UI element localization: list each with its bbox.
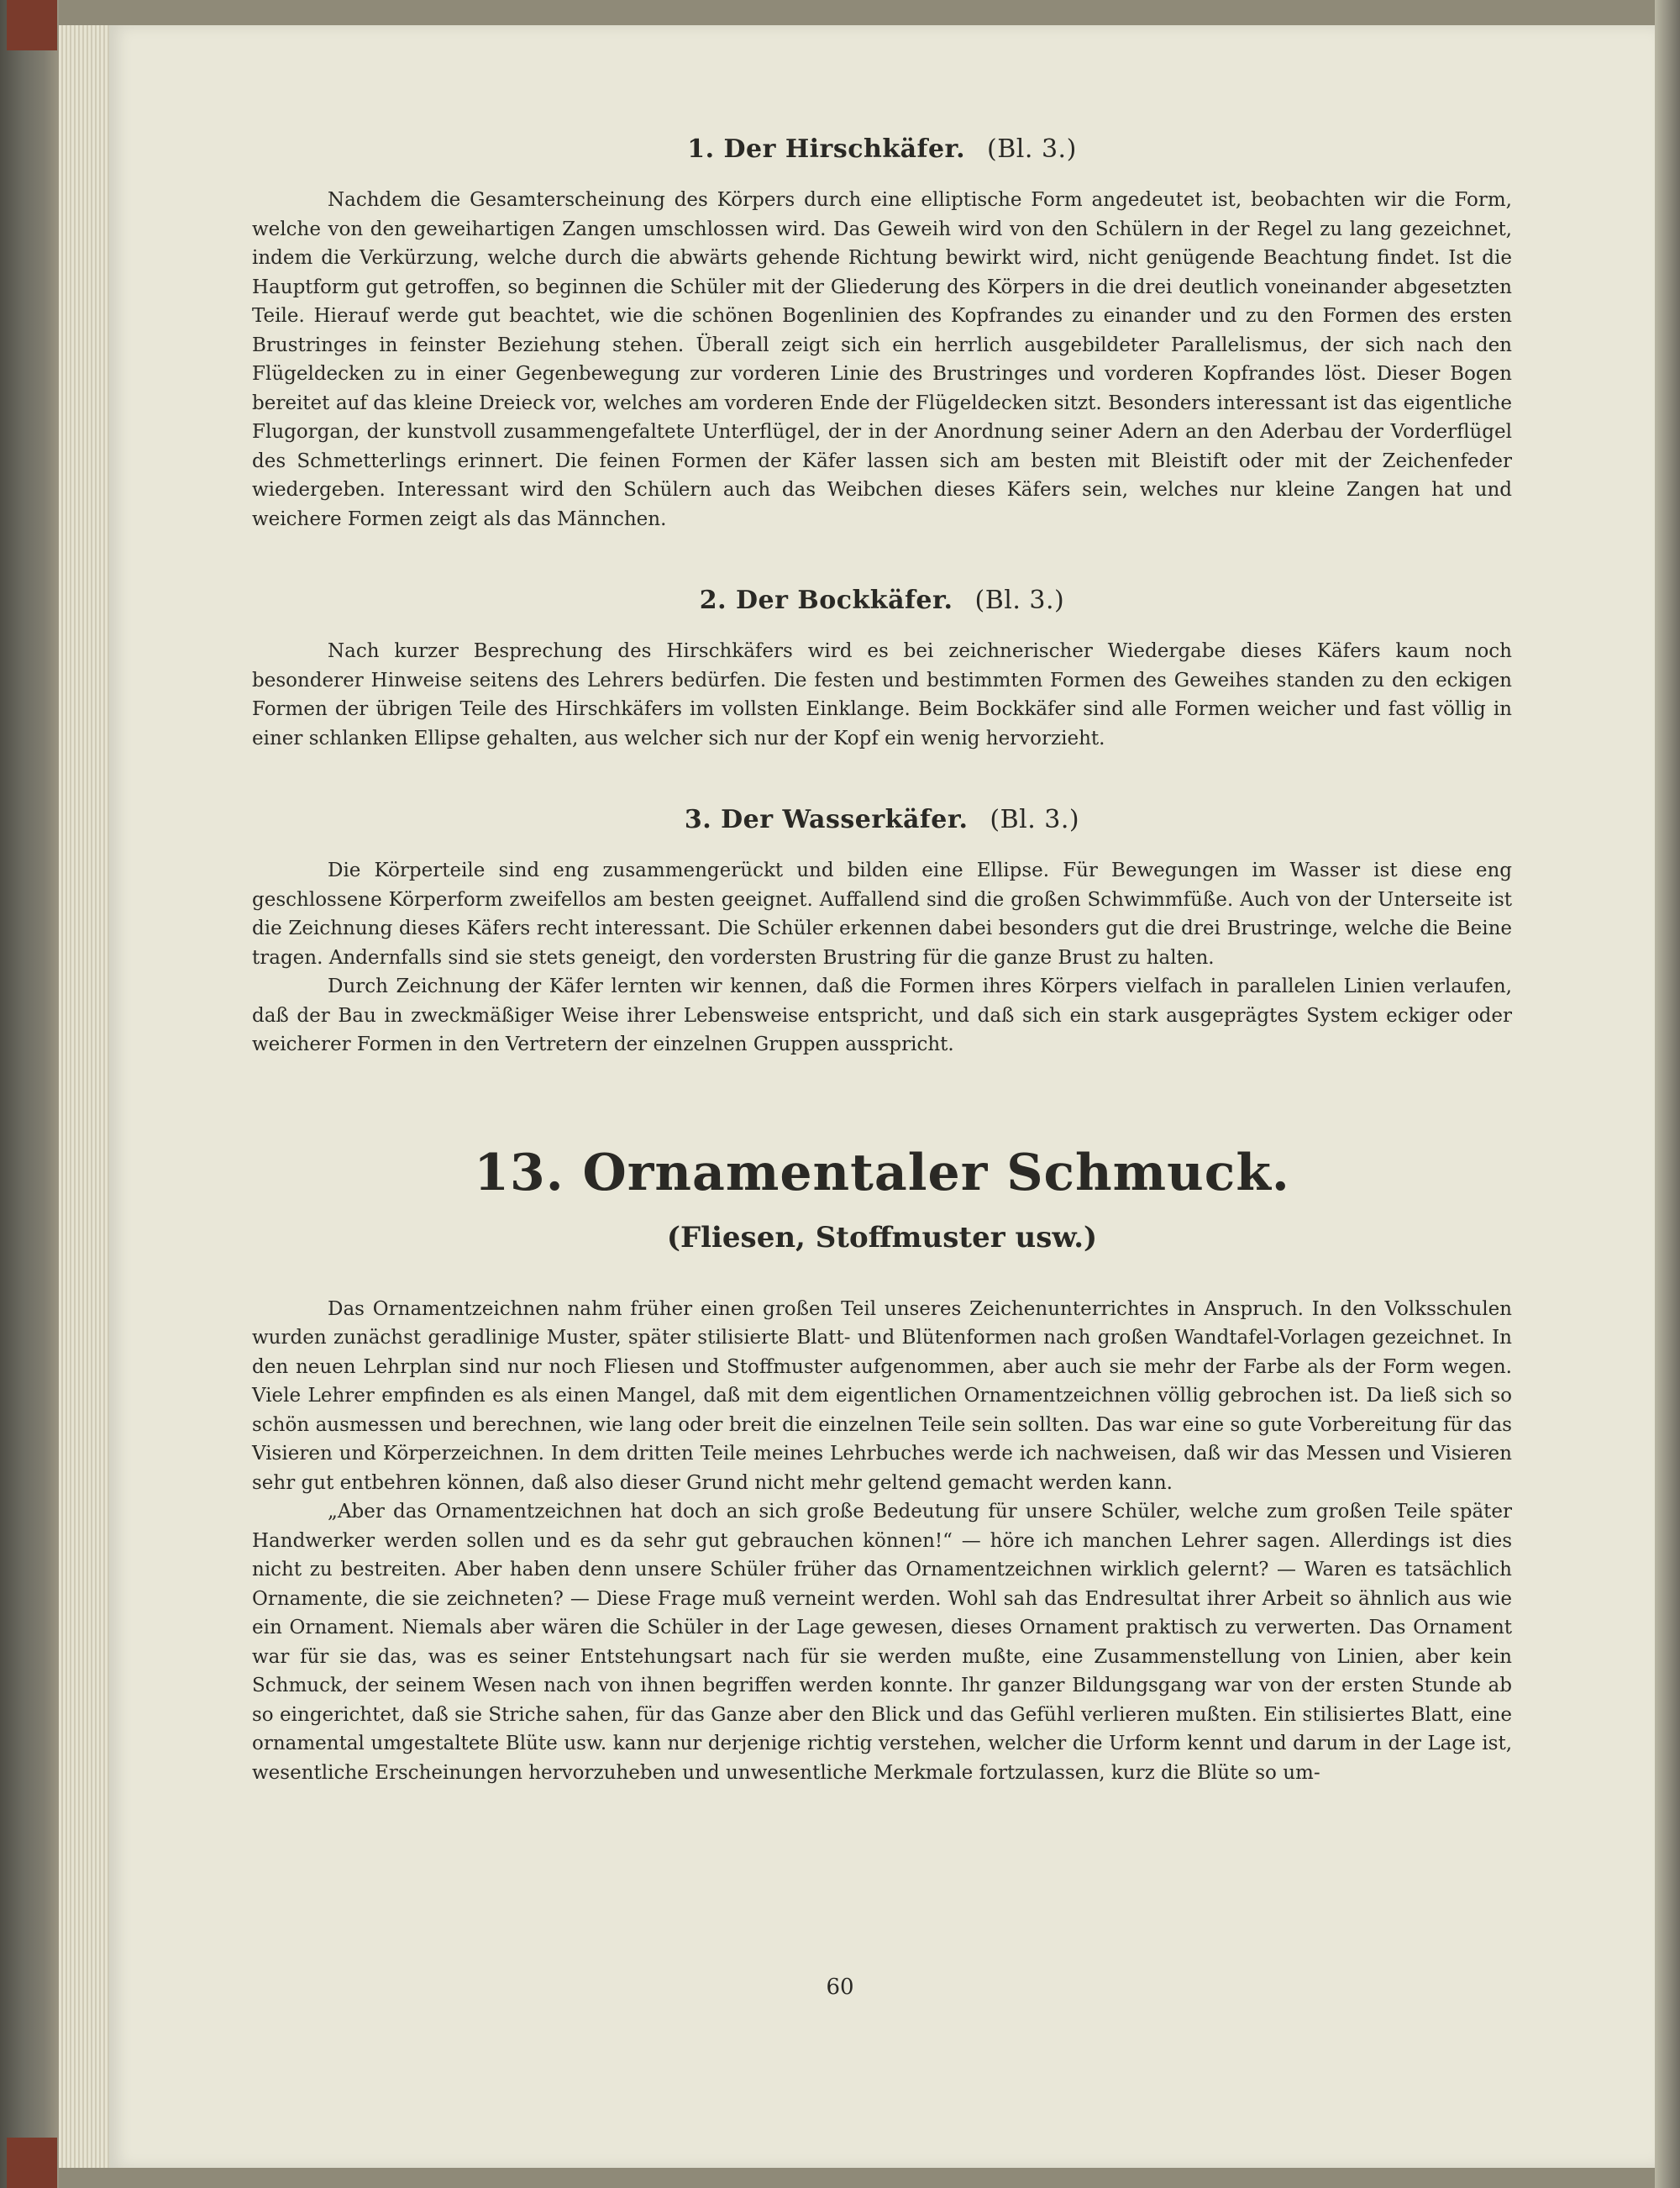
chapter-title: 13. Ornamentaler Schmuck. bbox=[474, 1143, 1290, 1202]
section-heading bbox=[252, 805, 1512, 834]
plate-reference: (Bl. 3.) bbox=[987, 134, 1077, 164]
plate-reference: (Bl. 3.) bbox=[974, 586, 1065, 615]
scanner-background-right bbox=[1655, 0, 1680, 2188]
section-title: 1. Der Hirschkäfer. bbox=[687, 134, 966, 164]
page-content bbox=[252, 134, 1512, 1787]
section-heading bbox=[252, 586, 1512, 615]
chapter-body bbox=[252, 1295, 1512, 1788]
book-cover-corner-bottom bbox=[7, 2138, 57, 2188]
chapter-subtitle: (Fliesen, Stoffmuster usw.) bbox=[666, 1220, 1098, 1254]
section-heading bbox=[252, 134, 1512, 164]
paragraph: Das Ornamentzeichnen nahm früher einen großen Teil unseres Zeichenunterrichtes in Anspruch. In den Volksschulen wurden zunächst geradlinige Muster, später stilisierte Blatt- und Blütenformen nach großen Wandtafel-Vorlagen gezeichnet. In den neuen Lehrplan sind nur noch Fliesen und Stoffmuster aufgenommen, aber auch sie mehr der Farbe als der Form wegen. Viele Lehrer empfinden es als einen Mangel, daß mit dem eigentlichen Ornamentzeichnen völlig gebrochen ist. Da ließ sich so schön ausmessen und berechnen, wie lang oder breit die einzelnen Teile sein sollten. Das war eine so gute Vorbereitung für das Visieren und Körperzeichnen. In dem dritten Teile meines Lehrbuches werde ich nachweisen, daß wir das Messen und Visieren sehr gut entbehren können, daß also dieser Grund nicht mehr geltend gemacht werden kann. bbox=[252, 1297, 1512, 1494]
paragraph: Die Körperteile sind eng zusammengerückt und bilden eine Ellipse. Für Bewegungen im Wasser ist diese eng geschlossene Körperform zweifellos am besten geeignet. Auffallend sind die großen Schwimmfüße. Auch von der Unterseite ist die Zeichnung dieses Käfers recht interessant. Die Schüler erkennen dabei besonders gut die drei Brustringe, welche die Beine tragen. Andernfalls sind sie stets geneigt, den vordersten Brustring für die ganze Brust zu halten. bbox=[252, 860, 1512, 969]
paragraph: Nach kurzer Besprechung des Hirschkäfers wird es bei zeichnerischer Wiedergabe dieses Käfers kaum noch besonderer Hinweise seitens des Lehrers bedürfen. Die festen und bestimmten Formen des Geweihes standen zu den eckigen Formen der übrigen Teile des Hirschkäfers im vollsten Einklange. Beim Bockkäfer sind alle Formen weicher und fast völlig in einer schlanken Ellipse gehalten, aus welcher sich nur der Kopf ein wenig hervorzieht. bbox=[252, 640, 1512, 749]
page-edges bbox=[59, 25, 109, 2168]
paragraph: Durch Zeichnung der Käfer lernten wir kennen, daß die Formen ihres Körpers vielfach in parallelen Linien verlaufen, daß der Bau in zweckmäßiger Weise ihrer Lebensweise entspricht, und daß sich ein stark ausgeprägtes System eckiger oder weicherer Formen in den Vertretern der einzelnen Gruppen ausspricht. bbox=[252, 976, 1512, 1055]
paragraph: „Aber das Ornamentzeichnen hat doch an sich große Bedeutung für unsere Schüler, welche zum großen Teile später Handwerker werden sollen und es da sehr gut gebrauchen können!“ — höre ich manchen Lehrer sagen. Allerdings ist dies nicht zu bestreiten. Aber haben denn unsere Schüler früher das Ornamentzeichnen wirklich gelernt? — Waren es tatsächlich Ornamente, die sie zeichneten? — Diese Frage muß verneint werden. Wohl sah das Endresultat ihrer Arbeit so ähnlich aus wie ein Ornament. Niemals aber wären die Schüler in der Lage gewesen, dieses Ornament praktisch zu verwerten. Das Ornament war für sie das, was es seiner Entstehungsart nach für sie werden mußte, eine Zusammenstellung von Linien, aber kein Schmuck, der seinem Wesen nach von ihnen begriffen werden konnte. Ihr ganzer Bildungsgang war von der ersten Stunde ab so eingerichtet, daß sie Striche sahen, für das Ganze aber den Blick und das Gefühl verlieren mußten. Ein stilisiertes Blatt, eine ornamental umgestaltete Blüte usw. kann nur derjenige richtig verstehen, welcher die Urform kennt und darum in der Lage ist, wesentliche Erscheinungen hervorzuheben und unwesentliche Merkmale fortzulassen, kurz die Blüte so um- bbox=[252, 1501, 1512, 1784]
section-wasserkaefer bbox=[252, 805, 1512, 1060]
scanner-background-left bbox=[0, 0, 59, 2188]
section-hirschkaefer bbox=[252, 134, 1512, 534]
paragraph: Nachdem die Gesamterscheinung des Körpers durch eine elliptische Form angedeutet ist, beobachten wir die Form, welche von den geweihartigen Zangen umschlossen wird. Das Geweih wird von den Schülern in der Regel zu lang gezeichnet, indem die Verkürzung, welche durch die abwärts gehende Richtung bewirkt wird, nicht genügende Beachtung findet. Ist die Hauptform gut getroffen, so beginnen die Schüler mit der Gliederung des Körpers in die drei deutlich voneinander abgesetzten Teile. Hierauf werde gut beachtet, wie die schönen Bogenlinien des Kopfrandes zu einander und zu den Formen des ersten Brustringes in feinster Beziehung stehen. Überall zeigt sich ein herrlich ausgebildeter Parallelismus, der sich nach den Flügeldecken zu in einer Gegenbewegung zur vorderen Linie des Brustringes und vorderen Kopfrandes löst. Dieser Bogen bereitet auf das kleine Dreieck vor, welches am vorderen Ende der Flügeldecken sitzt. Besonders interessant ist das eigentliche Flugorgan, der kunstvoll zusammengefaltete Unterflügel, der in der Anordnung seiner Adern an den Aderbau der Vorderflügel des Schmetterlings erinnert. Die feinen Formen der Käfer lassen sich am besten mit Bleistift oder mit der Zeichenfeder wiedergeben. Interessant wird den Schülern auch das Weibchen dieses Käfers sein, welches nur kleine Zangen hat und weichere Formen zeigt als das Männchen. bbox=[252, 189, 1512, 530]
page-number: 60 bbox=[826, 1975, 854, 2000]
section-title: 3. Der Wasserkäfer. bbox=[684, 805, 969, 834]
plate-reference: (Bl. 3.) bbox=[990, 805, 1080, 834]
section-bockkaefer bbox=[252, 586, 1512, 753]
section-title: 2. Der Bockkäfer. bbox=[699, 586, 953, 615]
book-cover-corner-top bbox=[7, 0, 57, 50]
